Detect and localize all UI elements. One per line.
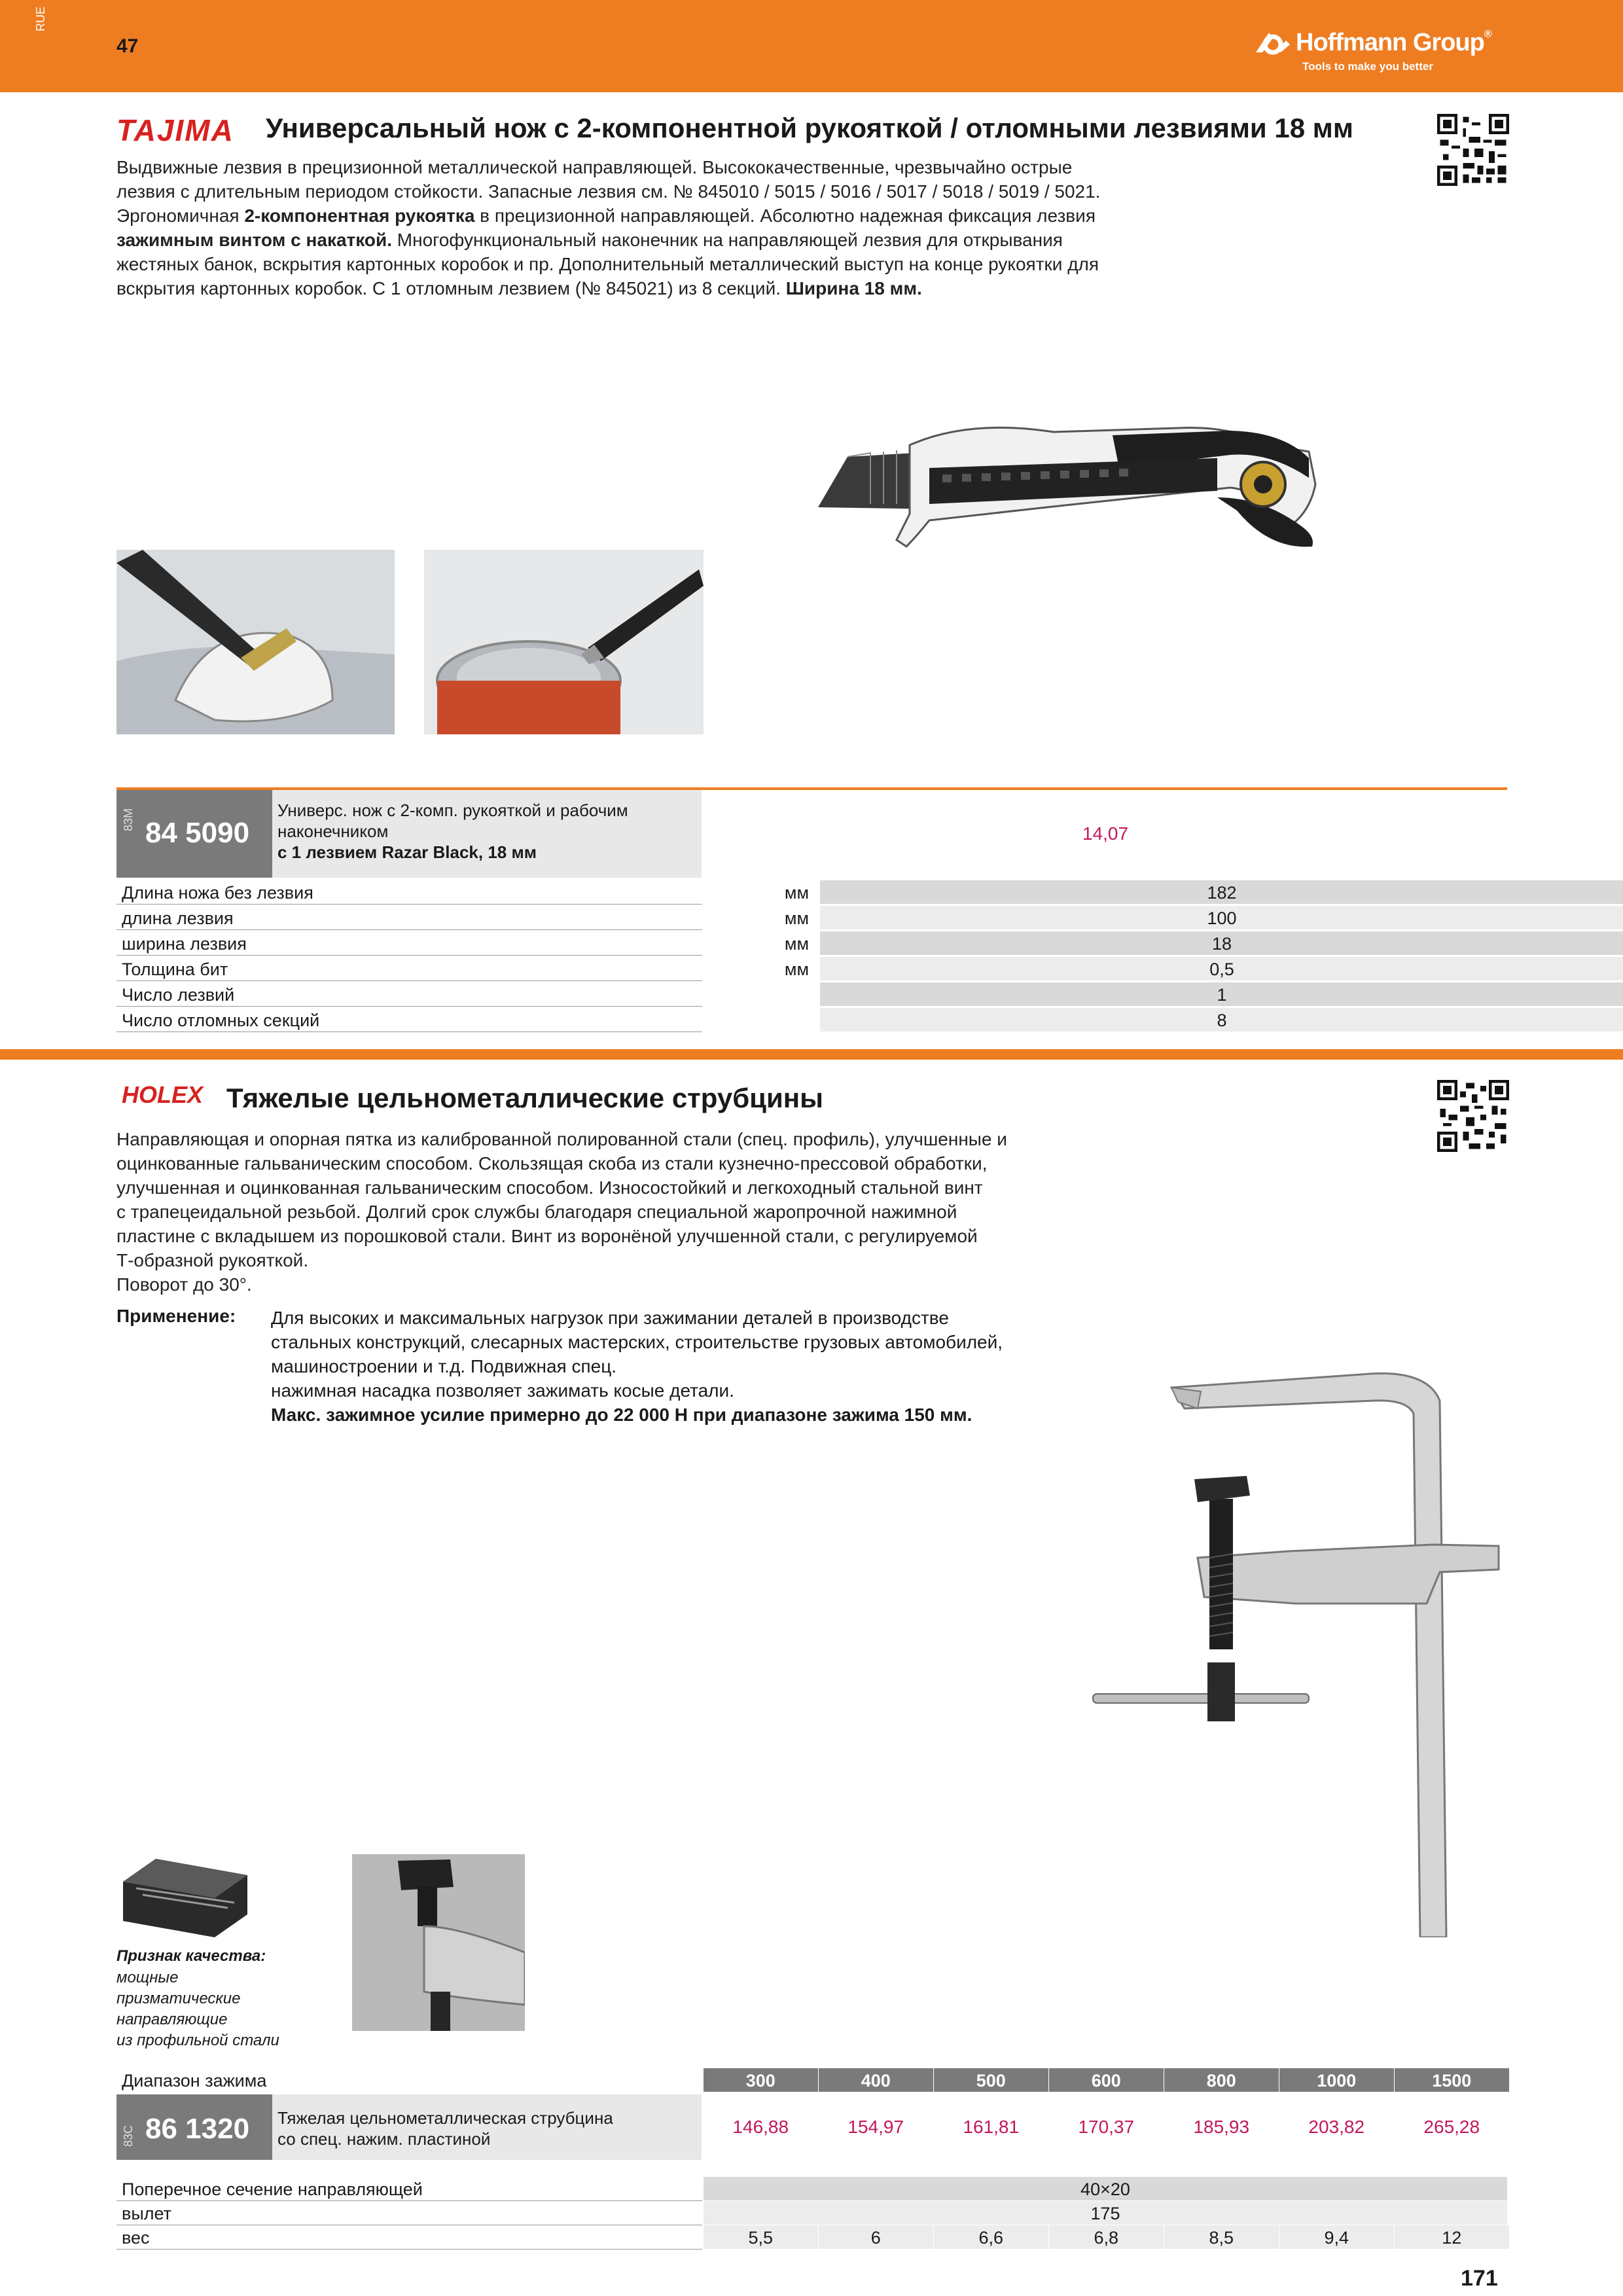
quality-line: мощные xyxy=(116,1969,179,1986)
row-rule xyxy=(116,1031,702,1032)
desc-text: лезвия с длительным периодом стойкости. Запасные лезвия см. № 845010 / 5015 / 5016 / 5017 / 5018 / 5019 / 5021. xyxy=(116,181,1101,202)
range-label: Диапазон зажима xyxy=(122,2071,267,2090)
spec-row xyxy=(116,880,1507,905)
application-line: нажимная насадка позволяет зажимать косые детали. xyxy=(271,1380,734,1401)
quality-line: призматические xyxy=(116,1990,241,2007)
section2-desc-line: Т-образной рукояткой. xyxy=(116,1250,309,1270)
weight-row xyxy=(116,2225,1507,2250)
desc-bold-text: Ширина 18 мм. xyxy=(785,278,922,298)
section-divider xyxy=(0,1049,1623,1060)
qr-code-icon xyxy=(1437,114,1509,186)
section2-desc-line: Направляющая и опорная пятка из калиброванной полированной стали (спец. профиль), улучшенные и xyxy=(116,1129,1007,1149)
application-text xyxy=(271,1306,1003,1427)
row-rule xyxy=(116,2249,702,2250)
section1-description xyxy=(116,155,1164,300)
range-header-cell: 600 xyxy=(1049,2068,1164,2092)
price-cell: 170,37 xyxy=(1078,2117,1135,2137)
knife-image xyxy=(812,406,1505,602)
table1-desc-line: Универс. нож с 2-комп. рукояткой и рабочим xyxy=(277,800,628,820)
spec-unit: мм xyxy=(784,883,809,903)
reach-value: 175 xyxy=(704,2201,1507,2225)
spec-row xyxy=(116,957,1507,981)
price-cell: 185,93 xyxy=(1193,2117,1250,2137)
desc-text: Многофункциональный наконечник на направляющей лезвия для открывания xyxy=(392,230,1063,250)
tajima-logo: TAJIMA xyxy=(116,113,234,147)
table1-price: 14,07 xyxy=(1082,823,1129,844)
weight-cell: 6,8 xyxy=(1049,2225,1164,2249)
section1-desc-line xyxy=(116,204,1164,228)
qr-code-icon xyxy=(1437,1080,1509,1152)
weight-cell: 5,5 xyxy=(704,2225,818,2249)
brand-tagline: Tools to make you better xyxy=(1302,60,1433,73)
range-header-cell: 800 xyxy=(1164,2068,1279,2092)
row-rule xyxy=(116,955,702,956)
profile-section-image xyxy=(116,1849,254,1947)
table2-range-row xyxy=(116,2068,1507,2092)
table2-code-prefix: 83C xyxy=(122,2125,135,2147)
spec-row xyxy=(116,906,1507,930)
price-cell: 154,97 xyxy=(847,2117,904,2137)
spec-label: длина лезвия xyxy=(122,908,234,928)
clamp-image xyxy=(1086,1361,1512,1937)
table1-code-prefix: 83M xyxy=(122,808,135,831)
desc-bold-text: 2-компонентная рукоятка xyxy=(244,206,475,226)
reach-row xyxy=(116,2201,1507,2225)
cross-section-label: Поперечное сечение направляющей xyxy=(122,2179,423,2199)
cross-section-value: 40×20 xyxy=(704,2177,1507,2200)
section2-desc-line: с трапецеидальной резьбой. Долгий срок службы благодаря специальной жаропрочной нажимной xyxy=(116,1202,957,1222)
spec-value: 100 xyxy=(820,906,1623,929)
side-tag: RUE xyxy=(34,6,47,31)
section2-desc-line: пластине с вкладышем из порошковой стали. Винт из воронёной улучшенной стали, с регулируемой xyxy=(116,1226,978,1246)
section2-desc-line: Поворот до 30°. xyxy=(116,1274,252,1295)
spec-unit: мм xyxy=(784,934,809,954)
spec-value: 18 xyxy=(820,931,1623,955)
range-header-cell: 500 xyxy=(934,2068,1048,2092)
quality-line: из профильной стали xyxy=(116,2032,279,2049)
weight-cell: 9,4 xyxy=(1279,2225,1394,2249)
section1-desc-line xyxy=(116,252,1164,276)
table1-desc-line: наконечником xyxy=(277,821,389,841)
quality-line: направляющие xyxy=(116,2011,228,2028)
spec-label: Число лезвий xyxy=(122,985,235,1005)
row-rule xyxy=(116,929,702,930)
section1-desc-line xyxy=(116,179,1164,204)
row-rule xyxy=(116,1006,702,1007)
table1-desc-bold: с 1 лезвием Razar Black, 18 мм xyxy=(277,842,537,862)
application-line: машиностроении и т.д. Подвижная спец. xyxy=(271,1356,617,1376)
weight-cell: 6,6 xyxy=(934,2225,1048,2249)
weight-cell: 8,5 xyxy=(1164,2225,1279,2249)
page-number: 171 xyxy=(1461,2266,1498,2291)
desc-text: жестяных банок, вскрытия картонных коробок и пр. Дополнительный металлический выступ на конце рукоятки для xyxy=(116,254,1099,274)
weight-cell: 12 xyxy=(1395,2225,1509,2249)
price-cell: 161,81 xyxy=(963,2117,1020,2137)
weight-label: вес xyxy=(122,2228,150,2248)
table2-article-code: 86 1320 xyxy=(145,2113,250,2145)
desc-text: вскрытия картонных коробок. С 1 отломным лезвием (№ 845021) из 8 секций. xyxy=(116,278,786,298)
table1-article-code: 84 5090 xyxy=(145,817,250,849)
price-cell: 203,82 xyxy=(1308,2117,1365,2137)
range-header-cell: 400 xyxy=(819,2068,933,2092)
spec-row xyxy=(116,931,1507,956)
table2-desc-line: со спец. нажим. пластиной xyxy=(277,2129,491,2149)
section1-desc-line xyxy=(116,276,1164,300)
application-bold-line: Макс. зажимное усилие примерно до 22 000 Н при диапазоне зажима 150 мм. xyxy=(271,1405,972,1425)
price-cell: 265,28 xyxy=(1423,2117,1480,2137)
table2-desc-line: Тяжелая цельнометаллическая струбцина xyxy=(277,2108,613,2128)
section1-title: Универсальный нож с 2-компонентной рукояткой / отломными лезвиями 18 мм xyxy=(266,113,1353,143)
table2-description xyxy=(277,2108,613,2149)
spec-row xyxy=(116,982,1507,1007)
spec-label: Число отломных секций xyxy=(122,1011,320,1030)
can-opening-photo xyxy=(424,550,704,734)
page-top-number: 47 xyxy=(116,35,139,57)
spec-value: 182 xyxy=(820,880,1623,904)
price-cell: 146,88 xyxy=(732,2117,789,2137)
brand-name: Hoffmann Group® xyxy=(1296,29,1491,56)
range-header-cell: 1500 xyxy=(1395,2068,1509,2092)
desc-bold-text: зажимным винтом с накаткой. xyxy=(116,230,392,250)
row-rule xyxy=(116,980,702,981)
table1-description xyxy=(277,800,628,863)
section1-desc-line xyxy=(116,228,1164,252)
spec-row xyxy=(116,1008,1507,1032)
range-header-cell: 300 xyxy=(704,2068,818,2092)
pressure-plate-photo xyxy=(352,1854,525,2031)
section1-desc-line xyxy=(116,155,1164,179)
spec-unit: мм xyxy=(784,908,809,928)
spec-value: 8 xyxy=(820,1008,1623,1031)
section2-desc-line: улучшенная и оцинкованная гальваническим способом. Износостойкий и легкоходный стальной винт xyxy=(116,1177,983,1198)
holex-logo: HOLEX xyxy=(122,1081,204,1108)
quality-label: Признак качества: xyxy=(116,1947,266,1965)
application-line: Для высоких и максимальных нагрузок при зажимании деталей в производстве xyxy=(271,1308,949,1328)
range-header-cell: 1000 xyxy=(1279,2068,1394,2092)
desc-text: Эргономичная xyxy=(116,206,245,226)
quality-text xyxy=(116,1967,279,2051)
cross-section-row xyxy=(116,2177,1507,2201)
reach-label: вылет xyxy=(122,2204,171,2223)
spec-value: 1 xyxy=(820,982,1623,1006)
spec-label: Толщина бит xyxy=(122,960,228,979)
desc-text: Выдвижные лезвия в прецизионной металлической направляющей. Высококачественные, чрезвычайно острые xyxy=(116,157,1073,177)
section2-title: Тяжелые цельнометаллические струбцины xyxy=(226,1083,824,1113)
spec-label: Длина ножа без лезвия xyxy=(122,883,313,903)
section2-description xyxy=(116,1127,1164,1297)
desc-text: в прецизионной направляющей. Абсолютно надежная фиксация лезвия xyxy=(474,206,1096,226)
spec-label: ширина лезвия xyxy=(122,934,247,954)
spec-unit: мм xyxy=(784,960,809,979)
knife-usage-photo xyxy=(116,550,395,734)
application-line: стальных конструкций, слесарных мастерских, строительстве грузовых автомобилей, xyxy=(271,1332,1003,1352)
row-rule xyxy=(116,904,702,905)
section2-desc-line: оцинкованные гальваническим способом. Скользящая скоба из стали кузнечно-прессовой обработки, xyxy=(116,1153,988,1174)
weight-cell: 6 xyxy=(819,2225,933,2249)
spec-value: 0,5 xyxy=(820,957,1623,980)
application-label: Применение: xyxy=(116,1306,236,1326)
